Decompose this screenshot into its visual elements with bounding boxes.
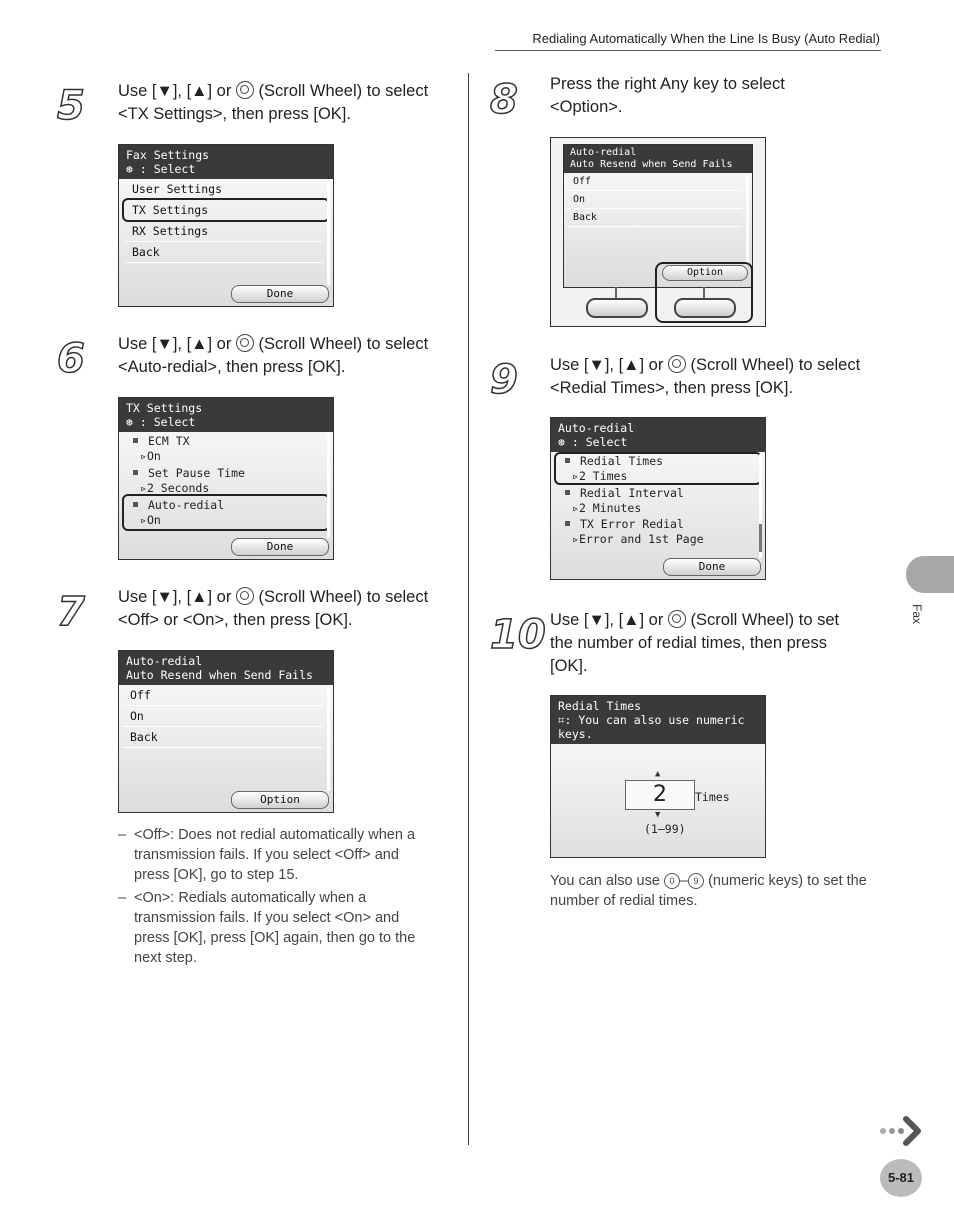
lcd-title: Auto-redial (570, 147, 637, 158)
scrollbar[interactable] (327, 687, 330, 791)
step-number: 7 (57, 589, 85, 635)
note-line: press [OK], go to step 15. (134, 867, 299, 883)
instruction-text: (Scroll Wheel) to select (258, 82, 429, 100)
continue-arrow-icon (878, 1115, 926, 1147)
lcd-title: Redial Times (558, 699, 642, 713)
instruction-text: Use [▼], [▲] or (550, 356, 664, 374)
scroll-wheel-icon (236, 81, 254, 99)
note-line: <Off>: Does not redial automatically when a (134, 827, 416, 843)
range-label: (1–99) (644, 822, 686, 836)
instruction-text: (Scroll Wheel) to select (690, 356, 861, 374)
arrow-icon: ▹ (572, 469, 579, 483)
instruction-text: the number of redial times, then press (550, 634, 827, 652)
ok-key-icon: ⊛ (126, 415, 133, 429)
selection-highlight (122, 198, 330, 222)
lcd-title: Fax Settings (126, 148, 210, 162)
instruction-text: [OK]. (550, 657, 588, 675)
selection-highlight (554, 452, 762, 485)
note-dash: – (118, 890, 127, 906)
scrollbar[interactable] (327, 434, 330, 538)
lcd-title: Auto-redial (126, 654, 203, 668)
instruction-text: <Off> or <On>, then press [OK]. (118, 611, 353, 629)
lcd-header (119, 145, 333, 179)
step-number: 10 (490, 612, 546, 658)
step-9-instruction (550, 354, 860, 400)
lcd-screen-auto-redial (118, 650, 334, 813)
lcd-menu-item[interactable]: Off (566, 173, 742, 191)
lcd-screen-fax-settings (118, 144, 334, 307)
lcd-menu-item[interactable] (565, 486, 684, 516)
numeric-keys-icon: ⌗ (558, 713, 565, 727)
unit-label: Times (695, 790, 730, 804)
instruction-text: <Option>. (550, 98, 623, 116)
scrollbar-thumb[interactable] (759, 524, 762, 552)
item-value: 2 Seconds (146, 481, 210, 492)
note-dash: – (679, 873, 689, 889)
lcd-menu-item[interactable] (565, 517, 704, 547)
item-label: Auto-redial (148, 498, 225, 512)
note-off (118, 825, 415, 885)
note-line: <On>: Redials automatically when a (134, 890, 367, 906)
bullet-icon (133, 438, 138, 443)
option-button[interactable]: Option (662, 265, 748, 281)
step-number: 8 (490, 77, 518, 123)
lcd-subtitle: Auto Resend when Send Fails (126, 668, 313, 682)
ok-key-icon: ⊛ (126, 162, 133, 176)
instruction-text: <Redial Times>, then press [OK]. (550, 379, 794, 397)
instruction-text: <TX Settings>, then press [OK]. (118, 105, 351, 123)
bullet-icon (565, 521, 570, 526)
note-text: You can also use (550, 873, 660, 889)
bullet-icon (565, 490, 570, 495)
chapter-tab[interactable] (906, 556, 954, 593)
lcd-menu-item[interactable]: Back (123, 727, 323, 748)
lcd-subtitle: : Select (139, 415, 196, 429)
device-panel-illustration (550, 137, 766, 327)
arrow-icon: ▹ (572, 501, 579, 515)
lcd-header (119, 398, 333, 432)
running-header: Redialing Automatically When the Line Is Busy (Auto Redial) (532, 31, 880, 46)
lcd-menu-item[interactable]: TX Settings (125, 200, 323, 221)
instruction-text: (Scroll Wheel) to set (690, 611, 840, 629)
lcd-header (564, 145, 752, 173)
instruction-text: Use [▼], [▲] or (118, 82, 232, 100)
done-button[interactable]: Done (231, 538, 329, 556)
step-8-instruction (550, 73, 785, 119)
step-number: 9 (490, 357, 518, 403)
left-any-key[interactable] (586, 298, 648, 318)
instruction-text: Use [▼], [▲] or (118, 335, 232, 353)
lcd-title: TX Settings (126, 401, 203, 415)
instruction-text: Use [▼], [▲] or (550, 611, 664, 629)
item-value: 2 Times (578, 469, 628, 483)
lcd-header (119, 651, 333, 685)
lcd-screen-redial-times (550, 695, 766, 858)
option-button[interactable]: Option (231, 791, 329, 809)
lcd-subtitle: : Select (571, 435, 628, 449)
lcd-header (551, 418, 765, 452)
lcd-menu-item[interactable]: On (123, 706, 323, 727)
instruction-text: (Scroll Wheel) to select (258, 335, 429, 353)
scroll-wheel-icon (236, 334, 254, 352)
selection-highlight (122, 494, 330, 531)
item-label: TX Error Redial (580, 517, 684, 531)
step-10-instruction (550, 609, 839, 678)
done-button[interactable]: Done (231, 285, 329, 303)
instruction-text: (Scroll Wheel) to select (258, 588, 429, 606)
done-button[interactable]: Done (663, 558, 761, 576)
scrollbar[interactable] (327, 181, 330, 285)
note-text: number of redial times. (550, 893, 698, 909)
note-text: (numeric keys) to set the (708, 873, 867, 889)
lcd-menu-item[interactable]: Back (125, 242, 323, 263)
scroll-wheel-icon (668, 610, 686, 628)
note-line: next step. (134, 950, 197, 966)
lcd-menu-item[interactable]: User Settings (125, 179, 323, 200)
key-9-icon: 9 (688, 873, 704, 889)
lcd-title: Auto-redial (558, 421, 635, 435)
lcd-screen-tx-settings (118, 397, 334, 560)
scroll-wheel-icon (668, 355, 686, 373)
instruction-text: Press the right Any key to select (550, 75, 785, 93)
lcd-subtitle: Auto Resend when Send Fails (570, 159, 733, 170)
lcd-menu-item[interactable] (133, 434, 190, 464)
arrow-icon: ▹ (140, 513, 147, 527)
arrow-icon: ▹ (572, 532, 579, 546)
item-value: On (146, 449, 161, 463)
key-0-icon: 0 (664, 873, 680, 889)
lcd-menu-item[interactable]: RX Settings (125, 221, 323, 242)
bullet-icon (133, 470, 138, 475)
note-on (118, 888, 415, 968)
lcd-subtitle: : You can also use numeric keys. (558, 713, 745, 741)
note-dash: – (118, 827, 127, 843)
up-arrow-icon[interactable]: ▲ (655, 769, 661, 779)
selection-highlight (655, 262, 753, 323)
instruction-text: Use [▼], [▲] or (118, 588, 232, 606)
arrow-icon: ▹ (140, 481, 147, 492)
lcd-screen-redial-times-select (550, 417, 766, 580)
down-arrow-icon[interactable]: ▼ (655, 810, 661, 820)
item-value: 2 Minutes (578, 501, 642, 515)
lcd-menu-item[interactable] (133, 466, 245, 492)
scrollbar[interactable] (746, 175, 749, 265)
lcd-menu-item[interactable]: Back (566, 209, 742, 227)
note-line: transmission fails. If you select <Off> and (134, 847, 399, 863)
note-line: transmission fails. If you select <On> and (134, 910, 400, 926)
chapter-tab-label: Fax (910, 604, 924, 625)
column-divider (468, 73, 469, 1145)
step-number: 5 (57, 83, 85, 129)
item-value: On (146, 513, 161, 527)
scroll-wheel-icon (236, 587, 254, 605)
redial-times-value[interactable]: 2 (625, 780, 695, 810)
arrow-icon: ▹ (140, 449, 147, 463)
note-line: press [OK], press [OK] again, then go to the (134, 930, 416, 946)
lcd-menu-item[interactable]: On (566, 191, 742, 209)
step-7-instruction (118, 586, 428, 632)
item-value: Error and 1st Page (578, 532, 704, 546)
ok-key-icon: ⊛ (558, 435, 565, 449)
lcd-menu-item[interactable]: Off (123, 685, 323, 706)
note-numeric-keys (550, 871, 867, 911)
lcd-subtitle: : Select (139, 162, 196, 176)
step-6-instruction (118, 333, 428, 379)
item-label: Redial Interval (580, 486, 684, 500)
page-number: 5-81 (880, 1159, 922, 1197)
item-label: Redial Times (580, 454, 664, 468)
step-5-instruction (118, 80, 428, 126)
header-rule (495, 50, 881, 51)
step-number: 6 (57, 336, 85, 382)
item-label: ECM TX (148, 434, 190, 448)
instruction-text: <Auto-redial>, then press [OK]. (118, 358, 346, 376)
item-label: Set Pause Time (148, 466, 245, 480)
lcd-header (551, 696, 765, 744)
